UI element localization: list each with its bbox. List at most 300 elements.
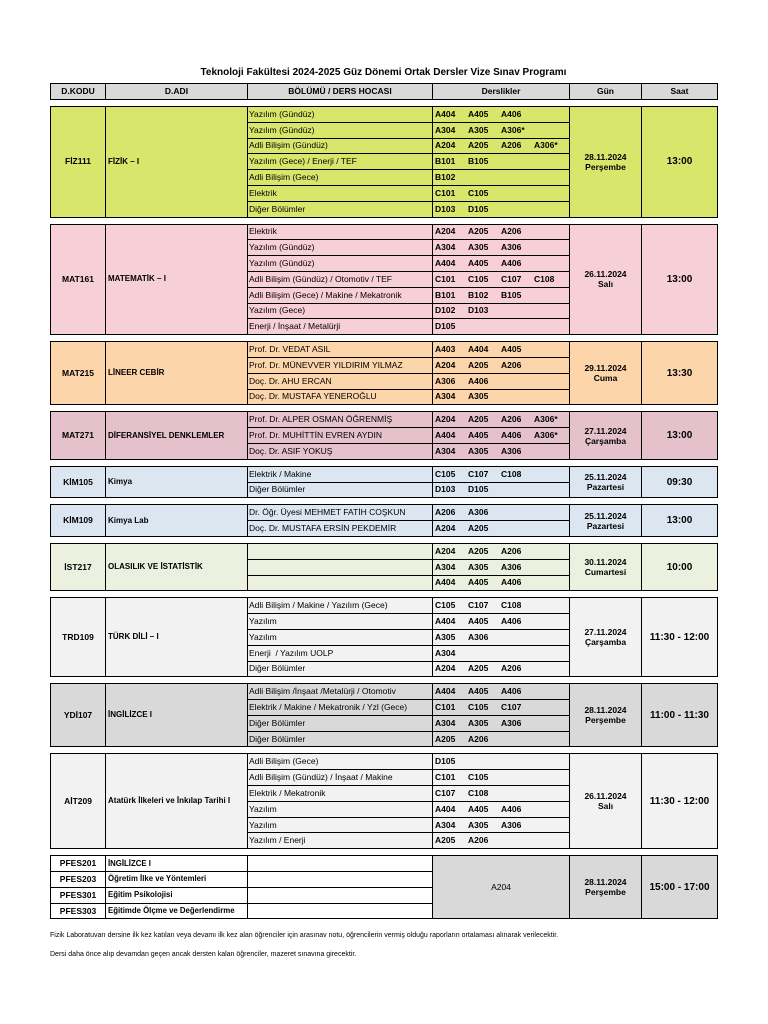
classroom: C105 xyxy=(468,701,489,712)
classrooms xyxy=(433,833,570,849)
department-or-instructor: Yazılım (Gündüz) xyxy=(248,122,433,138)
classrooms xyxy=(433,786,570,802)
exam-schedule-sheet xyxy=(50,62,717,960)
exam-weekday: Cumartesi xyxy=(584,567,627,578)
classroom: A204 xyxy=(435,663,456,674)
schedule-row xyxy=(51,412,718,428)
classrooms xyxy=(433,575,570,591)
exam-weekday: Salı xyxy=(597,279,614,290)
department-or-instructor: Diğer Bölümler xyxy=(248,201,433,217)
department-or-instructor: Doç. Dr. MUSTAFA YENEROĞLU xyxy=(248,389,433,405)
course-name: Eğitimde Ölçme ve Değerlendirme xyxy=(106,903,248,919)
classroom: A206 xyxy=(435,507,456,518)
classrooms: A204 xyxy=(433,856,570,919)
department-or-instructor: Yazılım (Gece) xyxy=(248,303,433,319)
exam-group xyxy=(50,597,718,677)
classroom: A406 xyxy=(501,108,522,119)
department-or-instructor: Prof. Dr. MÜNEVVER YILDIRIM YILMAZ xyxy=(248,357,433,373)
exam-group xyxy=(50,504,718,537)
classroom: D103 xyxy=(435,203,456,214)
classroom: A404 xyxy=(435,616,456,626)
classrooms xyxy=(433,287,570,303)
department-or-instructor xyxy=(248,856,433,872)
course-code: PFES303 xyxy=(51,903,106,919)
schedule-row xyxy=(51,856,718,872)
department-or-instructor: Elektrik xyxy=(248,224,433,240)
course-code: KİM109 xyxy=(51,505,106,537)
exam-day xyxy=(570,342,642,405)
classroom: A306* xyxy=(534,140,558,151)
classroom: A405 xyxy=(468,258,489,269)
exam-time: 13:00 xyxy=(642,224,718,335)
department-or-instructor: Elektrik / Makine / Mekatronik / Yzl (Gece) xyxy=(248,700,433,716)
classroom: A405 xyxy=(468,803,489,814)
exam-time: 09:30 xyxy=(642,466,718,498)
classroom: A204 xyxy=(435,414,456,425)
department-or-instructor: Prof. Dr. MUHİTTİN EVREN AYDIN xyxy=(248,428,433,444)
department-or-instructor: Doç. Dr. AHU ERCAN xyxy=(248,373,433,389)
header-table xyxy=(50,83,718,100)
classroom: A206 xyxy=(501,545,522,556)
exam-weekday: Çarşamba xyxy=(584,435,627,446)
department-or-instructor xyxy=(248,903,433,919)
classroom: C105 xyxy=(468,772,489,783)
classroom: C108 xyxy=(501,468,522,479)
classrooms xyxy=(433,466,570,482)
department-or-instructor: Prof. Dr. VEDAT ASIL xyxy=(248,342,433,358)
department-or-instructor: Adli Bilişim (Gece) xyxy=(248,754,433,770)
department-or-instructor: Yazılım (Gece) / Enerji / TEF xyxy=(248,154,433,170)
exam-date: 28.11.2024 xyxy=(584,151,627,162)
classroom: C101 xyxy=(435,273,456,284)
classroom: A404 xyxy=(435,108,456,119)
classroom: B102 xyxy=(435,172,456,183)
classroom: C107 xyxy=(501,273,522,284)
classroom: C105 xyxy=(435,468,456,479)
classroom: A205 xyxy=(468,545,489,556)
classroom: D105 xyxy=(435,756,456,767)
exam-date: 25.11.2024 xyxy=(584,472,627,483)
department-or-instructor: Diğer Bölümler xyxy=(248,715,433,731)
exam-time: 13:30 xyxy=(642,342,718,405)
exam-date: 30.11.2024 xyxy=(584,557,627,568)
classroom: A204 xyxy=(435,545,456,556)
course-code: FİZ111 xyxy=(51,107,106,218)
exam-day xyxy=(570,684,642,747)
header-department: BÖLÜMÜ / DERS HOCASI xyxy=(248,84,433,100)
classroom: A305 xyxy=(468,124,489,135)
classroom: A205 xyxy=(468,226,489,237)
classrooms xyxy=(433,801,570,817)
classroom: A405 xyxy=(468,616,489,626)
classroom: A406 xyxy=(501,803,522,814)
classroom: A306 xyxy=(501,445,522,456)
department-or-instructor: Adli Bilişim / Makine / Yazılım (Gece) xyxy=(248,598,433,614)
classroom: A406 xyxy=(501,686,522,697)
department-or-instructor xyxy=(248,872,433,888)
exam-group xyxy=(50,466,718,499)
classroom: A206 xyxy=(501,359,522,370)
classroom: A206 xyxy=(501,140,522,151)
department-or-instructor xyxy=(248,559,433,575)
classroom: A406 xyxy=(468,375,489,386)
course-code: PFES203 xyxy=(51,872,106,888)
classroom: A304 xyxy=(435,391,456,402)
classroom: D103 xyxy=(435,484,456,495)
exam-group xyxy=(50,224,718,336)
exam-group xyxy=(50,543,718,591)
classroom: A404 xyxy=(435,577,456,588)
classroom: A304 xyxy=(435,561,456,572)
exam-weekday: Perşembe xyxy=(585,161,626,172)
classroom: A304 xyxy=(435,242,456,253)
classroom: A405 xyxy=(468,108,489,119)
classrooms xyxy=(433,505,570,521)
classroom: A206 xyxy=(468,835,489,846)
classroom: A405 xyxy=(468,577,489,588)
course-name: LİNEER CEBİR xyxy=(106,342,248,405)
classroom: A205 xyxy=(468,414,489,425)
classroom: A405 xyxy=(468,430,489,441)
classrooms xyxy=(433,224,570,240)
exam-group xyxy=(50,683,718,747)
department-or-instructor xyxy=(248,543,433,559)
classroom: A406 xyxy=(501,616,522,626)
header-row xyxy=(51,84,718,100)
department-or-instructor: Adli Bilişim /İnşaat /Metalürji / Otomotiv xyxy=(248,684,433,700)
classrooms xyxy=(433,319,570,335)
classrooms xyxy=(433,715,570,731)
exam-time: 13:00 xyxy=(642,107,718,218)
department-or-instructor: Adli Bilişim (Gece) xyxy=(248,170,433,186)
exam-day xyxy=(570,598,642,677)
classroom: B101 xyxy=(435,289,456,300)
exam-date: 26.11.2024 xyxy=(584,269,627,280)
exam-time: 11:30 - 12:00 xyxy=(642,754,718,849)
course-name: DİFERANSİYEL DENKLEMLER xyxy=(106,412,248,459)
schedule-row xyxy=(51,598,718,614)
schedule-body xyxy=(50,106,717,919)
exam-date: 28.11.2024 xyxy=(584,705,627,716)
department-or-instructor: Doç. Dr. ASIF YOKUŞ xyxy=(248,443,433,459)
classroom: A405 xyxy=(468,686,489,697)
classroom: B105 xyxy=(501,289,522,300)
classrooms xyxy=(433,138,570,154)
exam-day xyxy=(570,224,642,335)
classroom: D105 xyxy=(468,484,489,495)
classroom: A306* xyxy=(534,414,558,425)
classrooms xyxy=(433,342,570,358)
course-code: YDİ107 xyxy=(51,684,106,747)
classroom: C105 xyxy=(468,273,489,284)
course-name: OLASILIK VE İSTATİSTİK xyxy=(106,543,248,590)
footnotes xyxy=(50,931,717,960)
course-name: Eğitim Psikolojisi xyxy=(106,887,248,903)
header-course-name: D.ADI xyxy=(106,84,248,100)
exam-date: 26.11.2024 xyxy=(584,791,627,802)
course-name: Atatürk İlkeleri ve İnkılap Tarihi I xyxy=(106,754,248,849)
exam-day xyxy=(570,505,642,537)
classrooms xyxy=(433,107,570,123)
classroom: D105 xyxy=(468,203,489,214)
classroom: A404 xyxy=(435,430,456,441)
exam-time: 11:00 - 11:30 xyxy=(642,684,718,747)
classrooms xyxy=(433,598,570,614)
classroom: A206 xyxy=(501,226,522,237)
classroom: A306 xyxy=(435,375,456,386)
exam-day xyxy=(570,412,642,459)
department-or-instructor: Elektrik xyxy=(248,185,433,201)
exam-time: 13:00 xyxy=(642,505,718,537)
classroom: A306* xyxy=(534,430,558,441)
exam-date: 25.11.2024 xyxy=(584,510,627,521)
classroom: C107 xyxy=(435,787,456,798)
classrooms xyxy=(433,122,570,138)
course-code: KİM105 xyxy=(51,466,106,498)
classrooms xyxy=(433,614,570,630)
course-code: İST217 xyxy=(51,543,106,590)
classrooms xyxy=(433,661,570,677)
exam-time: 13:00 xyxy=(642,412,718,459)
exam-weekday: Çarşamba xyxy=(584,637,627,648)
department-or-instructor: Yazılım (Gündüz) xyxy=(248,256,433,272)
classrooms xyxy=(433,629,570,645)
classroom: A204 xyxy=(435,523,456,534)
course-name: MATEMATİK – I xyxy=(106,224,248,335)
exam-time: 15:00 - 17:00 xyxy=(642,856,718,919)
header-time: Saat xyxy=(642,84,718,100)
classroom: C107 xyxy=(468,600,489,611)
classroom: A404 xyxy=(468,344,489,355)
course-name: FİZİK – I xyxy=(106,107,248,218)
classrooms xyxy=(433,443,570,459)
classrooms xyxy=(433,754,570,770)
classrooms xyxy=(433,256,570,272)
exam-weekday: Cuma xyxy=(593,373,618,384)
course-name: Kimya xyxy=(106,466,248,498)
classroom: A204 xyxy=(435,359,456,370)
classroom: A205 xyxy=(468,663,489,674)
classroom: A304 xyxy=(435,647,456,658)
classroom: A305 xyxy=(435,631,456,642)
exam-date: 28.11.2024 xyxy=(584,877,627,888)
schedule-row xyxy=(51,342,718,358)
header-course-code: D.KODU xyxy=(51,84,106,100)
department-or-instructor: Elektrik / Makine xyxy=(248,466,433,482)
exam-time: 10:00 xyxy=(642,543,718,590)
classrooms xyxy=(433,303,570,319)
classroom: A204 xyxy=(435,140,456,151)
course-code: AİT209 xyxy=(51,754,106,849)
classroom: A406 xyxy=(501,577,522,588)
department-or-instructor: Yazılım xyxy=(248,629,433,645)
classroom: A305 xyxy=(468,717,489,728)
exam-weekday: Perşembe xyxy=(585,887,626,898)
classrooms xyxy=(433,185,570,201)
exam-day xyxy=(570,466,642,498)
classroom: C101 xyxy=(435,701,456,712)
classroom: A205 xyxy=(468,359,489,370)
department-or-instructor: Yazılım (Gündüz) xyxy=(248,107,433,123)
schedule-row xyxy=(51,754,718,770)
classrooms xyxy=(433,731,570,747)
classrooms xyxy=(433,559,570,575)
department-or-instructor xyxy=(248,887,433,903)
classroom: C101 xyxy=(435,772,456,783)
classroom: C105 xyxy=(435,600,456,611)
course-code: MAT271 xyxy=(51,412,106,459)
classroom: A306 xyxy=(468,631,489,642)
department-or-instructor: Adli Bilişim (Gündüz) / Otomotiv / TEF xyxy=(248,271,433,287)
header-classrooms: Derslikler xyxy=(433,84,570,100)
department-or-instructor: Elektrik / Mekatronik xyxy=(248,786,433,802)
schedule-row xyxy=(51,107,718,123)
exam-date: 27.11.2024 xyxy=(584,627,627,638)
classroom: A204 xyxy=(435,226,456,237)
classroom: A304 xyxy=(435,124,456,135)
department-or-instructor: Adli Bilişim (Gündüz) / İnşaat / Makine xyxy=(248,770,433,786)
classrooms xyxy=(433,817,570,833)
classroom: A403 xyxy=(435,344,456,355)
classroom: A206 xyxy=(501,663,522,674)
classrooms xyxy=(433,684,570,700)
classroom: A304 xyxy=(435,717,456,728)
course-code: PFES201 xyxy=(51,856,106,872)
course-code: PFES301 xyxy=(51,887,106,903)
classrooms xyxy=(433,521,570,537)
exam-day xyxy=(570,543,642,590)
exam-day xyxy=(570,107,642,218)
classroom: A405 xyxy=(501,344,522,355)
department-or-instructor: Enerji / İnşaat / Metalürji xyxy=(248,319,433,335)
course-name: İNGİLİZCE I xyxy=(106,856,248,872)
classroom: D105 xyxy=(435,321,456,332)
classroom: A404 xyxy=(435,686,456,697)
classrooms xyxy=(433,645,570,661)
classroom: A205 xyxy=(468,523,489,534)
department-or-instructor: Diğer Bölümler xyxy=(248,661,433,677)
classroom: A305 xyxy=(468,445,489,456)
course-name: Kimya Lab xyxy=(106,505,248,537)
classroom: C107 xyxy=(501,701,522,712)
header-day: Gün xyxy=(570,84,642,100)
classroom: A205 xyxy=(468,140,489,151)
schedule-row xyxy=(51,684,718,700)
classroom: B105 xyxy=(468,156,489,167)
classroom: A306 xyxy=(501,717,522,728)
classroom: C108 xyxy=(501,600,522,611)
classroom: A404 xyxy=(435,803,456,814)
course-name: Öğretim İlke ve Yöntemleri xyxy=(106,872,248,888)
exam-weekday: Pazartesi xyxy=(586,520,625,531)
course-code: MAT161 xyxy=(51,224,106,335)
exam-weekday: Pazartesi xyxy=(586,482,625,493)
classroom: A306 xyxy=(501,242,522,253)
classroom: A206 xyxy=(468,733,489,744)
classrooms xyxy=(433,357,570,373)
classrooms xyxy=(433,428,570,444)
classrooms xyxy=(433,543,570,559)
classrooms xyxy=(433,700,570,716)
classrooms xyxy=(433,201,570,217)
exam-weekday: Salı xyxy=(597,801,614,812)
classroom: C101 xyxy=(435,187,456,198)
classroom: A306 xyxy=(468,507,489,518)
classrooms xyxy=(433,240,570,256)
classrooms xyxy=(433,170,570,186)
schedule-row xyxy=(51,543,718,559)
classroom: A305 xyxy=(468,391,489,402)
course-code: TRD109 xyxy=(51,598,106,677)
exam-time: 11:30 - 12:00 xyxy=(642,598,718,677)
classroom: A406 xyxy=(501,258,522,269)
classroom: A305 xyxy=(468,819,489,830)
exam-day xyxy=(570,856,642,919)
department-or-instructor: Diğer Bölümler xyxy=(248,482,433,498)
exam-group xyxy=(50,753,718,849)
classrooms xyxy=(433,389,570,405)
department-or-instructor: Yazılım xyxy=(248,817,433,833)
exam-date: 27.11.2024 xyxy=(584,425,627,436)
classroom: A305 xyxy=(468,242,489,253)
classroom: A306* xyxy=(501,124,525,135)
classroom: B101 xyxy=(435,156,456,167)
exam-date: 29.11.2024 xyxy=(584,363,627,374)
classroom: C105 xyxy=(468,187,489,198)
exam-group-pfes xyxy=(50,855,718,919)
department-or-instructor: Yazılım xyxy=(248,801,433,817)
department-or-instructor: Yazılım (Gündüz) xyxy=(248,240,433,256)
footnote: Fizik Laboratuvarı dersine ilk kez katılan veya devamı ilk kez alan öğrenciler için arasınav notu, öğrencilerin vermiş olduğu raporların ortalaması alınarak verilecektir. xyxy=(50,932,559,940)
classroom: C108 xyxy=(468,787,489,798)
classroom: A304 xyxy=(435,445,456,456)
classroom: A205 xyxy=(435,835,456,846)
classroom: A406 xyxy=(501,430,522,441)
department-or-instructor: Dr. Öğr. Üyesi MEHMET FATİH COŞKUN xyxy=(248,505,433,521)
department-or-instructor: Adli Bilişim (Gece) / Makine / Mekatronik xyxy=(248,287,433,303)
department-or-instructor: Diğer Bölümler xyxy=(248,731,433,747)
exam-group xyxy=(50,341,718,405)
classroom: D103 xyxy=(468,305,489,316)
classrooms xyxy=(433,373,570,389)
course-name: TÜRK DİLİ – I xyxy=(106,598,248,677)
exam-weekday: Perşembe xyxy=(585,715,626,726)
classroom: A306 xyxy=(501,561,522,572)
classroom: A206 xyxy=(501,414,522,425)
exam-day xyxy=(570,754,642,849)
classroom: A404 xyxy=(435,258,456,269)
classroom: B102 xyxy=(468,289,489,300)
classrooms xyxy=(433,271,570,287)
classroom: A306 xyxy=(501,819,522,830)
classroom: C107 xyxy=(468,468,489,479)
department-or-instructor: Yazılım xyxy=(248,614,433,630)
footnote: Dersi daha önce alıp devamdan geçen ancak dersten kalan öğrenciler, mazeret sınavına girecektir. xyxy=(50,951,357,959)
classrooms xyxy=(433,412,570,428)
course-name: İNGİLİZCE I xyxy=(106,684,248,747)
department-or-instructor: Adli Bilişim (Gündüz) xyxy=(248,138,433,154)
page-title: Teknoloji Fakültesi 2024-2025 Güz Dönemi Ortak Dersler Vize Sınav Programı xyxy=(200,67,567,78)
classrooms xyxy=(433,770,570,786)
department-or-instructor: Doç. Dr. MUSTAFA ERSİN PEKDEMİR xyxy=(248,521,433,537)
exam-group xyxy=(50,106,718,218)
department-or-instructor: Prof. Dr. ALPER OSMAN ÖĞRENMİŞ xyxy=(248,412,433,428)
department-or-instructor xyxy=(248,575,433,591)
exam-group xyxy=(50,411,718,459)
department-or-instructor: Enerji / Yazılım UOLP xyxy=(248,645,433,661)
classrooms xyxy=(433,154,570,170)
schedule-row xyxy=(51,224,718,240)
